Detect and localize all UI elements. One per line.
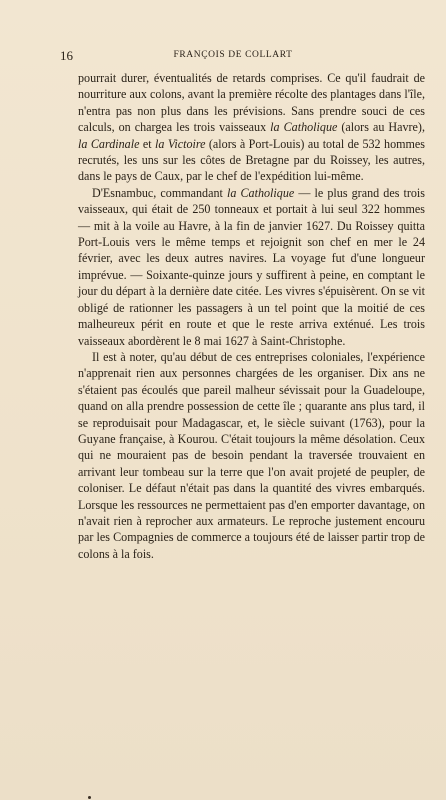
paragraph-3 — [78, 349, 425, 562]
paragraph-2 — [78, 185, 425, 349]
text-run: (alors au Havre), — [337, 120, 425, 135]
ship-name-italic: la Catholique — [226, 185, 295, 200]
text-run: (alors à Port-Louis) au total de 532 hommes recrutés, les uns sur les côtes de Bretagne par du Roissey, les autres, dans le pays de Caux, par le chef de l'expédition lui-même. — [78, 136, 426, 184]
ship-name-italic: la Catholique — [270, 120, 338, 135]
running-head: FRANÇOIS DE COLLART — [173, 50, 293, 60]
text-run: Il est à noter, qu'au début de ces entreprises coloniales, l'expérience n'apprenait rien aux personnes chargées de les organiser. Dix ans ne s'étaient pas écoulés que pareil malheur sévissait pour la Guadeloupe, quand on alla prendre possession de cette île ; quarante ans plus tard, il se reproduisait pour Madagascar, et, le siècle suivant (1763), pour la Guyane française, à Kourou. C'était toujours la même désolation. Ceux qui ne mouraient pas de besoin pendant la traversée trouvaient en arrivant leur tombeau sur la terre que l'on avait projeté de peupler, de coloniser. Le défaut n'était pas dans la quantité des vivres embarqués. Lorsque les ressources ne permettaient pas d'en emporter davantage, on n'avait rien à reprocher aux armateurs. Le reproche justement encouru par les Compagnies de commerce a toujours été de laisser partir trop de colons à la fois. — [78, 349, 425, 561]
paragraph-1 — [78, 70, 425, 185]
text-run: D'Esnambuc, commandant — [92, 185, 227, 200]
ship-name-italic: la Victoire — [155, 136, 206, 151]
text-run: pourrait durer, éventualités de retards comprises. Ce qu'il faudrait de nourriture aux colons, avant la première récolte des plantages dans l'île, n'entra pas non plus dans les prévisions. Sans prendre souci de ces calculs, on chargea les trois vaisseaux — [78, 71, 425, 135]
text-run: — le plus grand des trois vaisseaux, qui était de 250 tonneaux et portait à lui seul 322 hommes — mit à la voile au Havre, à la fin de janvier 1627. Du Roissey quitta Port-Louis vers le même temps et rejoignit son chef en mer le 24 février, avec les deux autres navires. La voyage fut d'une longueur imprévue. — Soixante-quinze jours y suffirent à peine, en comptant le jour du départ à la dernière date citée. Les vivres s'épuisèrent. On se vit obligé de rationner les passagers à un tel point que la moitié de ces malheureux périt en route et que le reste arriva exténué. Les trois vaisseaux abordèrent le 8 mai 1627 à Saint-Christophe. — [78, 185, 425, 348]
ink-spot — [88, 796, 91, 799]
text-run: et — [139, 136, 156, 151]
ship-name-italic: la Cardinale — [78, 136, 140, 151]
body-text — [78, 70, 425, 562]
page-number: 16 — [60, 48, 73, 63]
page-header — [60, 48, 406, 64]
